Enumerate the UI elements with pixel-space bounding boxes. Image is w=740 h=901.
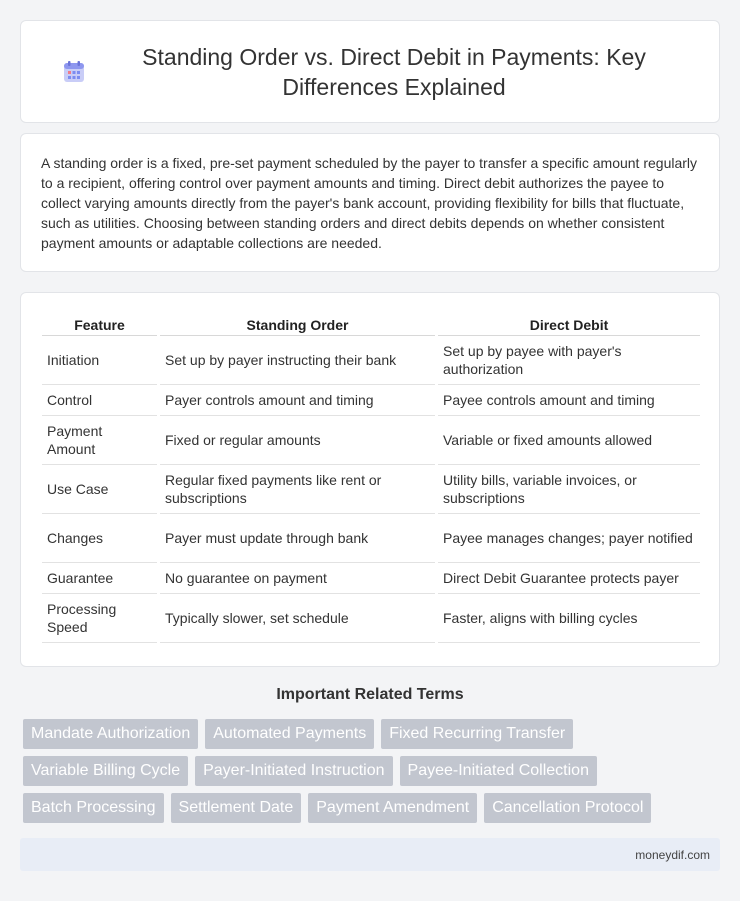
feature-cell: Guarantee (42, 563, 157, 594)
direct-debit-cell: Direct Debit Guarantee protects payer (438, 563, 700, 594)
standing-order-cell: Typically slower, set schedule (160, 594, 435, 643)
calendar-icon (61, 59, 87, 85)
related-term-tag[interactable]: Fixed Recurring Transfer (381, 719, 573, 749)
related-terms-list (23, 719, 723, 823)
related-term-tag[interactable]: Cancellation Protocol (484, 793, 651, 823)
table-row (42, 385, 700, 416)
table-row (42, 594, 700, 643)
related-term-tag[interactable]: Mandate Authorization (23, 719, 198, 749)
related-term-tag[interactable]: Payment Amendment (308, 793, 477, 823)
feature-cell: Processing Speed (42, 594, 157, 643)
footer-bar (20, 838, 720, 871)
related-term-tag[interactable]: Settlement Date (171, 793, 302, 823)
related-term-tag[interactable]: Batch Processing (23, 793, 164, 823)
standing-order-cell: Regular fixed payments like rent or subscriptions (160, 465, 435, 514)
feature-cell: Control (42, 385, 157, 416)
related-term-tag[interactable]: Automated Payments (205, 719, 374, 749)
table-header-row (42, 313, 700, 336)
related-term-tag[interactable]: Payee-Initiated Collection (400, 756, 597, 786)
intro-paragraph: A standing order is a fixed, pre-set payment scheduled by the payer to transfer a specific amount regularly to a recipient, offering control over payment amounts and timing. Direct debit authorizes the payee to collect varying amounts directly from the payer's bank account, providing flexibility for bills that fluctuate, such as utilities. Choosing between standing orders and direct debits depends on whether consistent payment amounts or adaptable collections are needed. (41, 155, 698, 251)
standing-order-cell: Set up by payer instructing their bank (160, 336, 435, 385)
direct-debit-cell: Set up by payee with payer's authorization (438, 336, 700, 385)
feature-cell: Changes (42, 514, 157, 563)
column-header-direct-debit: Direct Debit (438, 313, 700, 336)
direct-debit-cell: Payee manages changes; payer notified (438, 514, 700, 563)
direct-debit-cell: Faster, aligns with billing cycles (438, 594, 700, 643)
footer-site-link[interactable]: moneydif.com (635, 847, 710, 862)
header-card (20, 20, 720, 123)
intro-card (20, 133, 720, 272)
related-term-tag[interactable]: Variable Billing Cycle (23, 756, 188, 786)
table-row (42, 563, 700, 594)
comparison-table-card (20, 292, 720, 667)
table-row (42, 336, 700, 385)
related-terms-heading: Important Related Terms (276, 686, 464, 703)
column-header-feature: Feature (42, 313, 157, 336)
related-term-tag[interactable]: Payer-Initiated Instruction (195, 756, 392, 786)
feature-cell: Use Case (42, 465, 157, 514)
direct-debit-cell: Variable or fixed amounts allowed (438, 416, 700, 465)
direct-debit-cell: Utility bills, variable invoices, or subscriptions (438, 465, 700, 514)
table-row (42, 514, 700, 563)
feature-cell: Payment Amount (42, 416, 157, 465)
comparison-table (39, 313, 703, 643)
column-header-standing-order: Standing Order (160, 313, 435, 336)
standing-order-cell: Fixed or regular amounts (160, 416, 435, 465)
table-row (42, 416, 700, 465)
table-row (42, 465, 700, 514)
standing-order-cell: No guarantee on payment (160, 563, 435, 594)
standing-order-cell: Payer controls amount and timing (160, 385, 435, 416)
feature-cell: Initiation (42, 336, 157, 385)
standing-order-cell: Payer must update through bank (160, 514, 435, 563)
page-title: Standing Order vs. Direct Debit in Payments: Key Differences Explained (142, 43, 646, 100)
direct-debit-cell: Payee controls amount and timing (438, 385, 700, 416)
